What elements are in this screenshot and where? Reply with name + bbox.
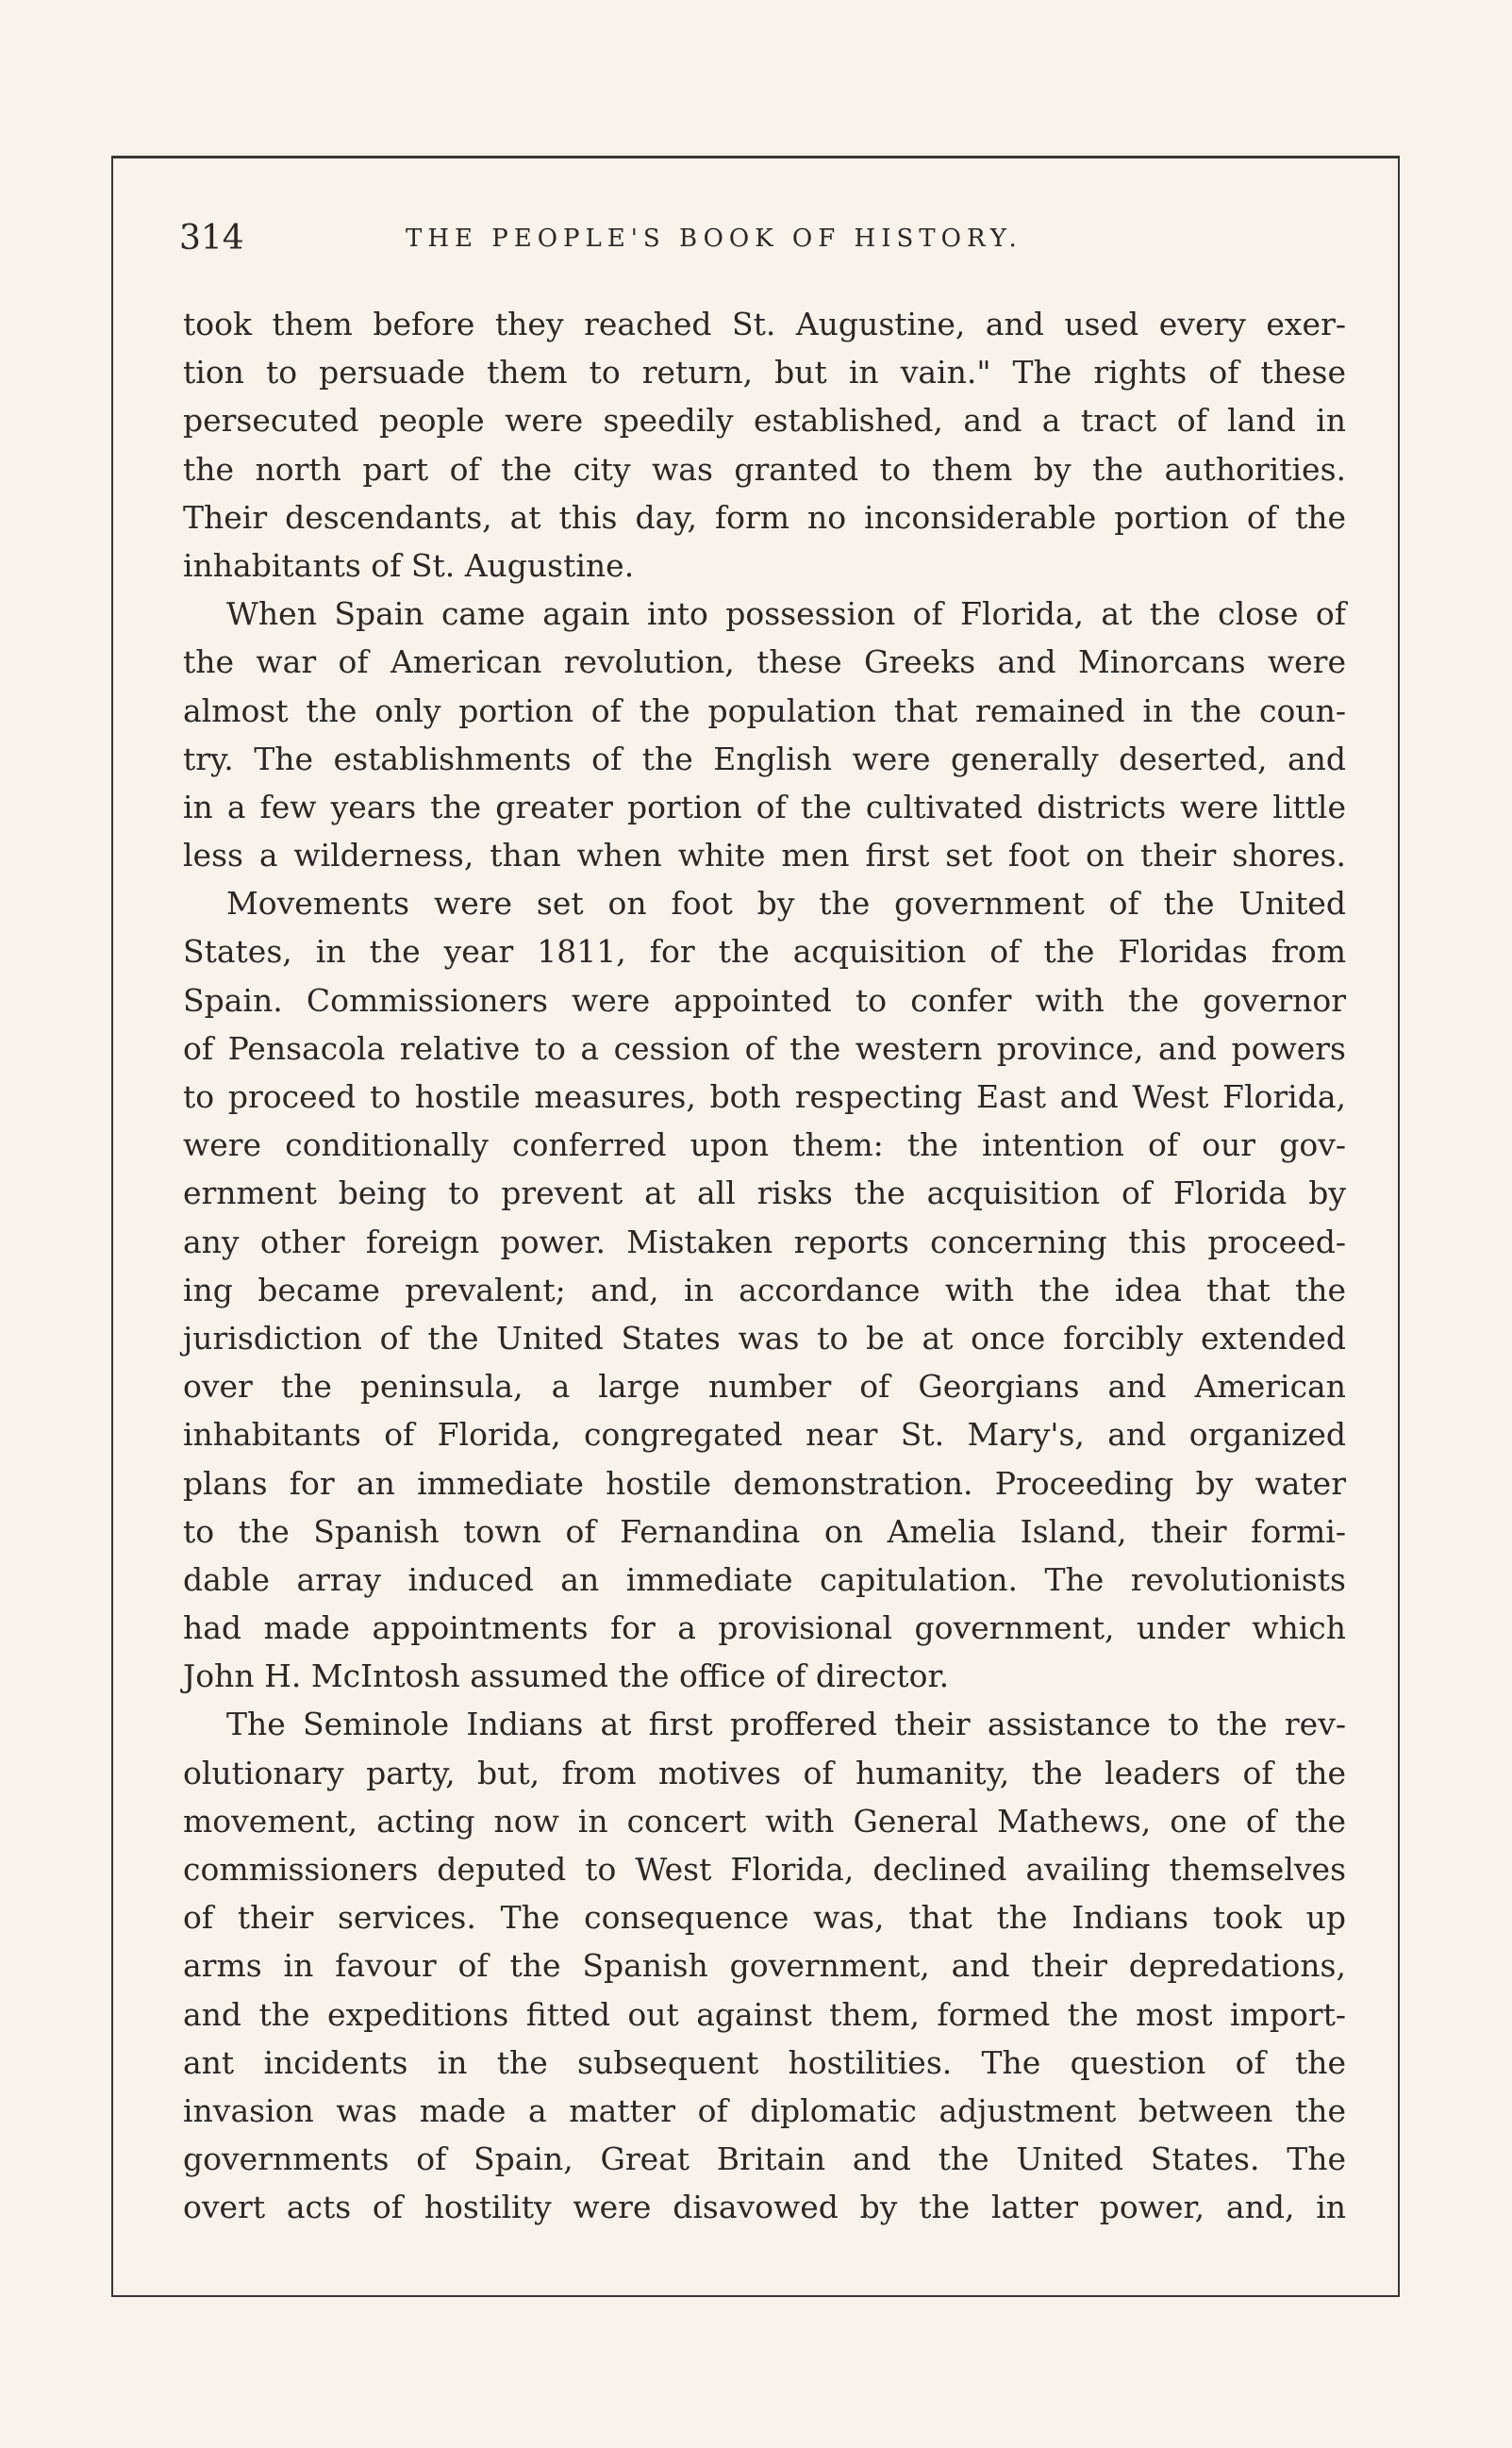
body-text (183, 300, 1346, 2232)
text-line: to proceed to hostile measures, both respecting East and West Florida, (183, 1078, 1346, 1115)
text-line: The Seminole Indians at first proffered their assistance to the rev- (226, 1706, 1346, 1743)
text-line: ant incidents in the subsequent hostilities. The question of the (183, 2043, 1346, 2081)
text-line: the war of American revolution, these Greeks and Minorcans were (183, 643, 1346, 681)
text-line: governments of Spain, Great Britain and the United States. The (183, 2140, 1346, 2178)
running-title: THE PEOPLE'S BOOK OF HISTORY. (406, 225, 1022, 253)
text-line: took them before they reached St. Augustine, and used every exer- (183, 306, 1346, 342)
text-line: tion to persuade them to return, but in vain." The rights of these (183, 354, 1346, 391)
text-line: Spain. Commissioners were appointed to confer with the governor (183, 981, 1346, 1019)
text-line: ing became prevalent; and, in accordance with the idea that the (183, 1271, 1346, 1308)
text-line: persecuted people were speedily established, and a tract of land in (183, 402, 1346, 440)
text-line: ernment being to prevent at all risks the acquisition of Florida by (183, 1174, 1346, 1212)
text-line: try. The establishments of the English were generally deserted, and (183, 740, 1346, 777)
page-number: 314 (179, 219, 244, 258)
text-line: commissioners deputed to West Florida, declined availing themselves (183, 1851, 1346, 1888)
text-line: less a wilderness, than when white men first set foot on their shores. (183, 837, 1346, 874)
text-line: States, in the year 1811, for the acquisition of the Floridas from (183, 933, 1346, 971)
text-line: When Spain came again into possession of Florida, at the close of (226, 595, 1346, 633)
text-line: had made appointments for a provisional government, under which (183, 1609, 1346, 1647)
text-line: inhabitants of St. Augustine. (183, 546, 635, 584)
text-line: John H. McIntosh assumed the office of director. (183, 1657, 950, 1695)
text-line: plans for an immediate hostile demonstration. Proceeding by water (183, 1464, 1346, 1502)
text-line: were conditionally conferred upon them: the intention of our gov- (183, 1126, 1346, 1164)
text-line: dable array induced an immediate capitulation. The revolutionists (183, 1560, 1346, 1598)
text-line: Their descendants, at this day, form no inconsiderable portion of the (183, 498, 1346, 536)
text-line: overt acts of hostility were disavowed by the latter power, and, in (183, 2189, 1346, 2226)
text-line: and the expeditions fitted out against them, formed the most import- (183, 1995, 1346, 2033)
text-line: olutionary party, but, from motives of humanity, the leaders of the (183, 1754, 1346, 1791)
text-line: almost the only portion of the population that remained in the coun- (183, 691, 1346, 729)
text-line: to the Spanish town of Fernandina on Amelia Island, their formi- (183, 1512, 1346, 1550)
text-line: movement, acting now in concert with General Mathews, one of the (183, 1802, 1346, 1840)
text-line: over the peninsula, a large number of Georgians and American (183, 1368, 1346, 1406)
text-line: jurisdiction of the United States was to be at once forcibly extended (183, 1319, 1346, 1357)
text-line: of their services. The consequence was, that the Indians took up (183, 1899, 1346, 1937)
text-line: the north part of the city was granted to them by the authorities. (183, 450, 1346, 488)
text-line: arms in favour of the Spanish government, and their depredations, (183, 1947, 1346, 1985)
text-line: invasion was made a matter of diplomatic adjustment between the (183, 2091, 1346, 2129)
text-line: Movements were set on foot by the government of the United (226, 885, 1346, 923)
text-line: any other foreign power. Mistaken reports concerning this proceed- (183, 1223, 1346, 1260)
text-line: of Pensacola relative to a cession of the western province, and powers (183, 1029, 1346, 1067)
text-line: in a few years the greater portion of the cultivated districts were little (183, 788, 1346, 825)
text-line: inhabitants of Florida, congregated near St. Mary's, and organized (183, 1416, 1346, 1454)
